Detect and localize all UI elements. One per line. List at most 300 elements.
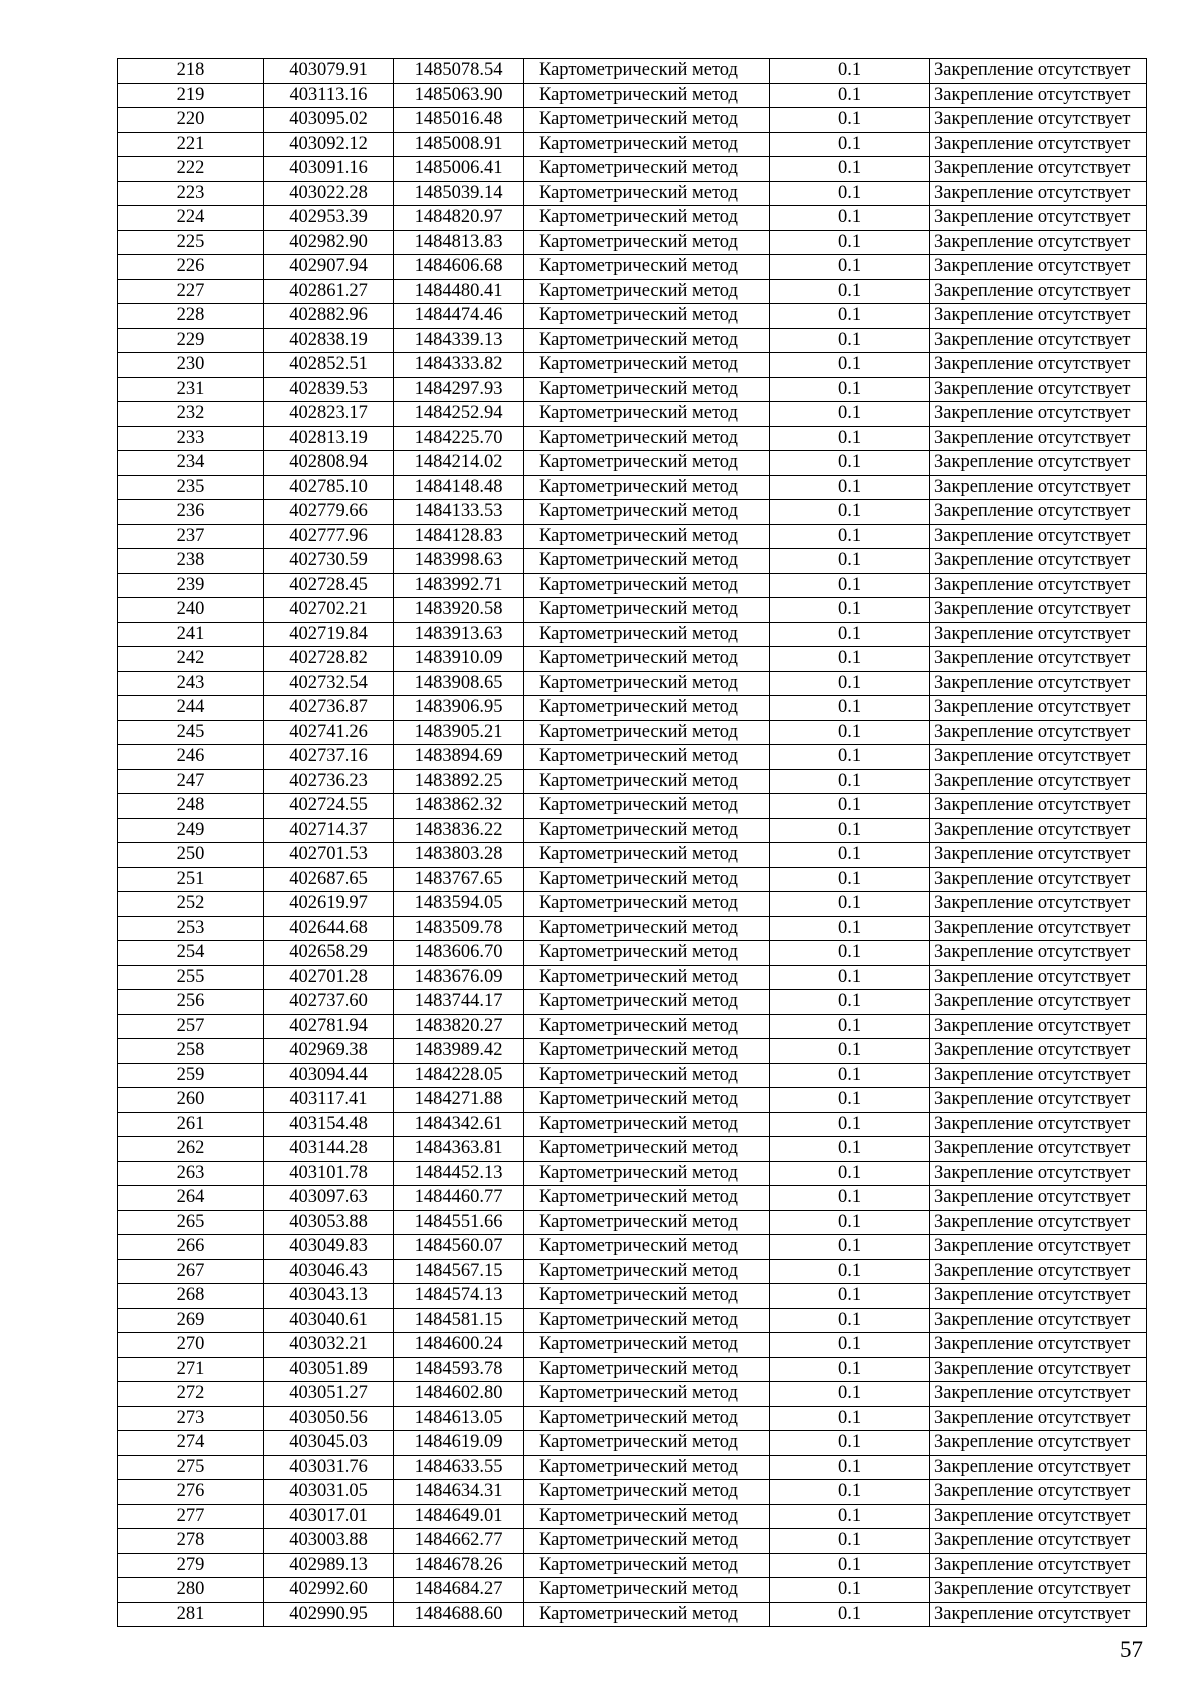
x-coordinate-cell: 403079.91 (264, 59, 394, 84)
x-coordinate-cell: 403031.76 (264, 1455, 394, 1480)
y-coordinate-cell: 1483905.21 (394, 720, 524, 745)
method-cell: Картометрический метод (524, 230, 770, 255)
fixing-cell: Закрепление отсутствует (930, 745, 1147, 770)
table-row (118, 1504, 1147, 1529)
method-cell: Картометрический метод (524, 549, 770, 574)
table-row (118, 230, 1147, 255)
y-coordinate-cell: 1484339.13 (394, 328, 524, 353)
y-coordinate-cell: 1485008.91 (394, 132, 524, 157)
accuracy-cell: 0.1 (770, 83, 930, 108)
x-coordinate-cell: 402781.94 (264, 1014, 394, 1039)
accuracy-cell: 0.1 (770, 157, 930, 182)
accuracy-cell: 0.1 (770, 990, 930, 1015)
fixing-cell: Закрепление отсутствует (930, 965, 1147, 990)
accuracy-cell: 0.1 (770, 671, 930, 696)
y-coordinate-cell: 1483606.70 (394, 941, 524, 966)
accuracy-cell: 0.1 (770, 843, 930, 868)
method-cell: Картометрический метод (524, 769, 770, 794)
accuracy-cell: 0.1 (770, 451, 930, 476)
method-cell: Картометрический метод (524, 59, 770, 84)
y-coordinate-cell: 1483894.69 (394, 745, 524, 770)
method-cell: Картометрический метод (524, 1455, 770, 1480)
x-coordinate-cell: 403032.21 (264, 1333, 394, 1358)
x-coordinate-cell: 402701.53 (264, 843, 394, 868)
table-row (118, 402, 1147, 427)
accuracy-cell: 0.1 (770, 916, 930, 941)
point-number-cell: 269 (118, 1308, 264, 1333)
fixing-cell: Закрепление отсутствует (930, 622, 1147, 647)
x-coordinate-cell: 403117.41 (264, 1088, 394, 1113)
point-number-cell: 280 (118, 1578, 264, 1603)
method-cell: Картометрический метод (524, 304, 770, 329)
table-row (118, 1112, 1147, 1137)
y-coordinate-cell: 1484225.70 (394, 426, 524, 451)
fixing-cell: Закрепление отсутствует (930, 304, 1147, 329)
accuracy-cell: 0.1 (770, 794, 930, 819)
accuracy-cell: 0.1 (770, 353, 930, 378)
accuracy-cell: 0.1 (770, 1210, 930, 1235)
fixing-cell: Закрепление отсутствует (930, 377, 1147, 402)
fixing-cell: Закрепление отсутствует (930, 426, 1147, 451)
x-coordinate-cell: 403022.28 (264, 181, 394, 206)
method-cell: Картометрический метод (524, 573, 770, 598)
fixing-cell: Закрепление отсутствует (930, 132, 1147, 157)
method-cell: Картометрический метод (524, 181, 770, 206)
point-number-cell: 250 (118, 843, 264, 868)
method-cell: Картометрический метод (524, 1553, 770, 1578)
accuracy-cell: 0.1 (770, 1161, 930, 1186)
accuracy-cell: 0.1 (770, 720, 930, 745)
x-coordinate-cell: 403051.89 (264, 1357, 394, 1382)
x-coordinate-cell: 402777.96 (264, 524, 394, 549)
fixing-cell: Закрепление отсутствует (930, 1284, 1147, 1309)
point-number-cell: 278 (118, 1529, 264, 1554)
method-cell: Картометрический метод (524, 647, 770, 672)
point-number-cell: 266 (118, 1235, 264, 1260)
table-row (118, 965, 1147, 990)
fixing-cell: Закрепление отсутствует (930, 524, 1147, 549)
y-coordinate-cell: 1484581.15 (394, 1308, 524, 1333)
accuracy-cell: 0.1 (770, 1553, 930, 1578)
point-number-cell: 225 (118, 230, 264, 255)
accuracy-cell: 0.1 (770, 1480, 930, 1505)
x-coordinate-cell: 402736.87 (264, 696, 394, 721)
y-coordinate-cell: 1485016.48 (394, 108, 524, 133)
fixing-cell: Закрепление отсутствует (930, 1480, 1147, 1505)
x-coordinate-cell: 402953.39 (264, 206, 394, 231)
x-coordinate-cell: 402990.95 (264, 1602, 394, 1627)
point-number-cell: 252 (118, 892, 264, 917)
point-number-cell: 259 (118, 1063, 264, 1088)
method-cell: Картометрический метод (524, 720, 770, 745)
table-row (118, 500, 1147, 525)
fixing-cell: Закрепление отсутствует (930, 941, 1147, 966)
point-number-cell: 279 (118, 1553, 264, 1578)
table-row (118, 1431, 1147, 1456)
point-number-cell: 226 (118, 255, 264, 280)
method-cell: Картометрический метод (524, 83, 770, 108)
y-coordinate-cell: 1485063.90 (394, 83, 524, 108)
x-coordinate-cell: 403043.13 (264, 1284, 394, 1309)
x-coordinate-cell: 403045.03 (264, 1431, 394, 1456)
method-cell: Картометрический метод (524, 1480, 770, 1505)
x-coordinate-cell: 402882.96 (264, 304, 394, 329)
method-cell: Картометрический метод (524, 916, 770, 941)
table-row (118, 598, 1147, 623)
y-coordinate-cell: 1484593.78 (394, 1357, 524, 1382)
point-number-cell: 241 (118, 622, 264, 647)
point-number-cell: 277 (118, 1504, 264, 1529)
x-coordinate-cell: 402969.38 (264, 1039, 394, 1064)
y-coordinate-cell: 1484560.07 (394, 1235, 524, 1260)
x-coordinate-cell: 402838.19 (264, 328, 394, 353)
y-coordinate-cell: 1484474.46 (394, 304, 524, 329)
y-coordinate-cell: 1484148.48 (394, 475, 524, 500)
accuracy-cell: 0.1 (770, 818, 930, 843)
accuracy-cell: 0.1 (770, 1504, 930, 1529)
y-coordinate-cell: 1484600.24 (394, 1333, 524, 1358)
fixing-cell: Закрепление отсутствует (930, 1112, 1147, 1137)
y-coordinate-cell: 1484363.81 (394, 1137, 524, 1162)
x-coordinate-cell: 402732.54 (264, 671, 394, 696)
y-coordinate-cell: 1484460.77 (394, 1186, 524, 1211)
fixing-cell: Закрепление отсутствует (930, 1529, 1147, 1554)
x-coordinate-cell: 402658.29 (264, 941, 394, 966)
y-coordinate-cell: 1483676.09 (394, 965, 524, 990)
accuracy-cell: 0.1 (770, 941, 930, 966)
coordinates-table (117, 58, 1147, 1627)
table-row (118, 745, 1147, 770)
x-coordinate-cell: 403051.27 (264, 1382, 394, 1407)
accuracy-cell: 0.1 (770, 1112, 930, 1137)
x-coordinate-cell: 402737.16 (264, 745, 394, 770)
point-number-cell: 274 (118, 1431, 264, 1456)
method-cell: Картометрический метод (524, 818, 770, 843)
fixing-cell: Закрепление отсутствует (930, 867, 1147, 892)
accuracy-cell: 0.1 (770, 279, 930, 304)
y-coordinate-cell: 1484619.09 (394, 1431, 524, 1456)
fixing-cell: Закрепление отсутствует (930, 1235, 1147, 1260)
table-row (118, 59, 1147, 84)
accuracy-cell: 0.1 (770, 1014, 930, 1039)
x-coordinate-cell: 402702.21 (264, 598, 394, 623)
table-row (118, 451, 1147, 476)
x-coordinate-cell: 402714.37 (264, 818, 394, 843)
table-row (118, 794, 1147, 819)
method-cell: Картометрический метод (524, 867, 770, 892)
fixing-cell: Закрепление отсутствует (930, 1014, 1147, 1039)
x-coordinate-cell: 402992.60 (264, 1578, 394, 1603)
fixing-cell: Закрепление отсутствует (930, 647, 1147, 672)
method-cell: Картометрический метод (524, 157, 770, 182)
fixing-cell: Закрепление отсутствует (930, 206, 1147, 231)
fixing-cell: Закрепление отсутствует (930, 83, 1147, 108)
accuracy-cell: 0.1 (770, 1308, 930, 1333)
x-coordinate-cell: 403049.83 (264, 1235, 394, 1260)
point-number-cell: 260 (118, 1088, 264, 1113)
fixing-cell: Закрепление отсутствует (930, 598, 1147, 623)
fixing-cell: Закрепление отсутствует (930, 230, 1147, 255)
fixing-cell: Закрепление отсутствует (930, 1308, 1147, 1333)
y-coordinate-cell: 1484662.77 (394, 1529, 524, 1554)
accuracy-cell: 0.1 (770, 1455, 930, 1480)
method-cell: Картометрический метод (524, 1039, 770, 1064)
table-row (118, 1357, 1147, 1382)
accuracy-cell: 0.1 (770, 1259, 930, 1284)
table-row (118, 622, 1147, 647)
y-coordinate-cell: 1483862.32 (394, 794, 524, 819)
fixing-cell: Закрепление отсутствует (930, 451, 1147, 476)
table-row (118, 1333, 1147, 1358)
x-coordinate-cell: 402907.94 (264, 255, 394, 280)
fixing-cell: Закрепление отсутствует (930, 818, 1147, 843)
accuracy-cell: 0.1 (770, 892, 930, 917)
accuracy-cell: 0.1 (770, 1088, 930, 1113)
y-coordinate-cell: 1485078.54 (394, 59, 524, 84)
fixing-cell: Закрепление отсутствует (930, 1259, 1147, 1284)
table-row (118, 941, 1147, 966)
table-row (118, 1259, 1147, 1284)
accuracy-cell: 0.1 (770, 59, 930, 84)
point-number-cell: 234 (118, 451, 264, 476)
fixing-cell: Закрепление отсутствует (930, 1063, 1147, 1088)
y-coordinate-cell: 1484634.31 (394, 1480, 524, 1505)
table-row (118, 426, 1147, 451)
fixing-cell: Закрепление отсутствует (930, 1504, 1147, 1529)
table-row (118, 132, 1147, 157)
y-coordinate-cell: 1485039.14 (394, 181, 524, 206)
point-number-cell: 267 (118, 1259, 264, 1284)
y-coordinate-cell: 1483908.65 (394, 671, 524, 696)
accuracy-cell: 0.1 (770, 622, 930, 647)
method-cell: Картометрический метод (524, 377, 770, 402)
accuracy-cell: 0.1 (770, 598, 930, 623)
x-coordinate-cell: 403095.02 (264, 108, 394, 133)
y-coordinate-cell: 1483910.09 (394, 647, 524, 672)
accuracy-cell: 0.1 (770, 1406, 930, 1431)
fixing-cell: Закрепление отсутствует (930, 59, 1147, 84)
point-number-cell: 276 (118, 1480, 264, 1505)
point-number-cell: 242 (118, 647, 264, 672)
y-coordinate-cell: 1483992.71 (394, 573, 524, 598)
x-coordinate-cell: 402839.53 (264, 377, 394, 402)
fixing-cell: Закрепление отсутствует (930, 720, 1147, 745)
method-cell: Картометрический метод (524, 598, 770, 623)
accuracy-cell: 0.1 (770, 108, 930, 133)
fixing-cell: Закрепление отсутствует (930, 500, 1147, 525)
table-row (118, 549, 1147, 574)
table-row (118, 524, 1147, 549)
method-cell: Картометрический метод (524, 451, 770, 476)
fixing-cell: Закрепление отсутствует (930, 1455, 1147, 1480)
accuracy-cell: 0.1 (770, 549, 930, 574)
point-number-cell: 281 (118, 1602, 264, 1627)
point-number-cell: 248 (118, 794, 264, 819)
accuracy-cell: 0.1 (770, 206, 930, 231)
table-row (118, 1308, 1147, 1333)
method-cell: Картометрический метод (524, 1259, 770, 1284)
method-cell: Картометрический метод (524, 843, 770, 868)
table-row (118, 916, 1147, 941)
y-coordinate-cell: 1485006.41 (394, 157, 524, 182)
y-coordinate-cell: 1484480.41 (394, 279, 524, 304)
fixing-cell: Закрепление отсутствует (930, 475, 1147, 500)
point-number-cell: 231 (118, 377, 264, 402)
point-number-cell: 255 (118, 965, 264, 990)
table-row (118, 1529, 1147, 1554)
y-coordinate-cell: 1484606.68 (394, 255, 524, 280)
x-coordinate-cell: 403050.56 (264, 1406, 394, 1431)
table-row (118, 769, 1147, 794)
method-cell: Картометрический метод (524, 206, 770, 231)
fixing-cell: Закрепление отсутствует (930, 157, 1147, 182)
accuracy-cell: 0.1 (770, 1333, 930, 1358)
point-number-cell: 220 (118, 108, 264, 133)
fixing-cell: Закрепление отсутствует (930, 1406, 1147, 1431)
method-cell: Картометрический метод (524, 965, 770, 990)
point-number-cell: 249 (118, 818, 264, 843)
method-cell: Картометрический метод (524, 1431, 770, 1456)
point-number-cell: 247 (118, 769, 264, 794)
method-cell: Картометрический метод (524, 1210, 770, 1235)
point-number-cell: 232 (118, 402, 264, 427)
method-cell: Картометрический метод (524, 402, 770, 427)
x-coordinate-cell: 402728.45 (264, 573, 394, 598)
method-cell: Картометрический метод (524, 794, 770, 819)
y-coordinate-cell: 1484820.97 (394, 206, 524, 231)
accuracy-cell: 0.1 (770, 426, 930, 451)
x-coordinate-cell: 402779.66 (264, 500, 394, 525)
table-row (118, 353, 1147, 378)
fixing-cell: Закрепление отсутствует (930, 843, 1147, 868)
point-number-cell: 238 (118, 549, 264, 574)
point-number-cell: 253 (118, 916, 264, 941)
fixing-cell: Закрепление отсутствует (930, 108, 1147, 133)
accuracy-cell: 0.1 (770, 1284, 930, 1309)
point-number-cell: 264 (118, 1186, 264, 1211)
x-coordinate-cell: 402728.82 (264, 647, 394, 672)
x-coordinate-cell: 402823.17 (264, 402, 394, 427)
table-row (118, 1210, 1147, 1235)
point-number-cell: 275 (118, 1455, 264, 1480)
y-coordinate-cell: 1484688.60 (394, 1602, 524, 1627)
method-cell: Картометрический метод (524, 1333, 770, 1358)
fixing-cell: Закрепление отсутствует (930, 181, 1147, 206)
table-row (118, 255, 1147, 280)
y-coordinate-cell: 1484574.13 (394, 1284, 524, 1309)
table-row (118, 1455, 1147, 1480)
y-coordinate-cell: 1483509.78 (394, 916, 524, 941)
table-row (118, 1014, 1147, 1039)
fixing-cell: Закрепление отсутствует (930, 328, 1147, 353)
x-coordinate-cell: 402730.59 (264, 549, 394, 574)
accuracy-cell: 0.1 (770, 647, 930, 672)
method-cell: Картометрический метод (524, 475, 770, 500)
table-row (118, 1186, 1147, 1211)
accuracy-cell: 0.1 (770, 500, 930, 525)
accuracy-cell: 0.1 (770, 304, 930, 329)
method-cell: Картометрический метод (524, 524, 770, 549)
x-coordinate-cell: 402737.60 (264, 990, 394, 1015)
accuracy-cell: 0.1 (770, 1186, 930, 1211)
y-coordinate-cell: 1483744.17 (394, 990, 524, 1015)
y-coordinate-cell: 1484228.05 (394, 1063, 524, 1088)
y-coordinate-cell: 1483820.27 (394, 1014, 524, 1039)
point-number-cell: 221 (118, 132, 264, 157)
x-coordinate-cell: 402813.19 (264, 426, 394, 451)
method-cell: Картометрический метод (524, 426, 770, 451)
y-coordinate-cell: 1483906.95 (394, 696, 524, 721)
table-row (118, 818, 1147, 843)
x-coordinate-cell: 402719.84 (264, 622, 394, 647)
accuracy-cell: 0.1 (770, 1602, 930, 1627)
point-number-cell: 244 (118, 696, 264, 721)
fixing-cell: Закрепление отсутствует (930, 1039, 1147, 1064)
x-coordinate-cell: 402687.65 (264, 867, 394, 892)
table-row (118, 1284, 1147, 1309)
y-coordinate-cell: 1484649.01 (394, 1504, 524, 1529)
x-coordinate-cell: 402701.28 (264, 965, 394, 990)
point-number-cell: 229 (118, 328, 264, 353)
y-coordinate-cell: 1484633.55 (394, 1455, 524, 1480)
accuracy-cell: 0.1 (770, 745, 930, 770)
point-number-cell: 261 (118, 1112, 264, 1137)
y-coordinate-cell: 1483998.63 (394, 549, 524, 574)
method-cell: Картометрический метод (524, 696, 770, 721)
table-row (118, 647, 1147, 672)
y-coordinate-cell: 1484342.61 (394, 1112, 524, 1137)
x-coordinate-cell: 402619.97 (264, 892, 394, 917)
point-number-cell: 265 (118, 1210, 264, 1235)
fixing-cell: Закрепление отсутствует (930, 990, 1147, 1015)
point-number-cell: 270 (118, 1333, 264, 1358)
point-number-cell: 243 (118, 671, 264, 696)
fixing-cell: Закрепление отсутствует (930, 1578, 1147, 1603)
point-number-cell: 239 (118, 573, 264, 598)
method-cell: Картометрический метод (524, 500, 770, 525)
accuracy-cell: 0.1 (770, 132, 930, 157)
method-cell: Картометрический метод (524, 1063, 770, 1088)
method-cell: Картометрический метод (524, 1578, 770, 1603)
accuracy-cell: 0.1 (770, 867, 930, 892)
fixing-cell: Закрепление отсутствует (930, 573, 1147, 598)
method-cell: Картометрический метод (524, 1406, 770, 1431)
method-cell: Картометрический метод (524, 1602, 770, 1627)
table-row (118, 108, 1147, 133)
x-coordinate-cell: 403097.63 (264, 1186, 394, 1211)
fixing-cell: Закрепление отсутствует (930, 892, 1147, 917)
method-cell: Картометрический метод (524, 1382, 770, 1407)
x-coordinate-cell: 403094.44 (264, 1063, 394, 1088)
x-coordinate-cell: 403101.78 (264, 1161, 394, 1186)
method-cell: Картометрический метод (524, 941, 770, 966)
x-coordinate-cell: 403053.88 (264, 1210, 394, 1235)
table-row (118, 1578, 1147, 1603)
y-coordinate-cell: 1483989.42 (394, 1039, 524, 1064)
fixing-cell: Закрепление отсутствует (930, 1210, 1147, 1235)
method-cell: Картометрический метод (524, 1088, 770, 1113)
method-cell: Картометрический метод (524, 990, 770, 1015)
method-cell: Картометрический метод (524, 671, 770, 696)
x-coordinate-cell: 403003.88 (264, 1529, 394, 1554)
point-number-cell: 236 (118, 500, 264, 525)
y-coordinate-cell: 1484602.80 (394, 1382, 524, 1407)
accuracy-cell: 0.1 (770, 230, 930, 255)
table-row (118, 720, 1147, 745)
point-number-cell: 262 (118, 1137, 264, 1162)
fixing-cell: Закрепление отсутствует (930, 279, 1147, 304)
y-coordinate-cell: 1484297.93 (394, 377, 524, 402)
